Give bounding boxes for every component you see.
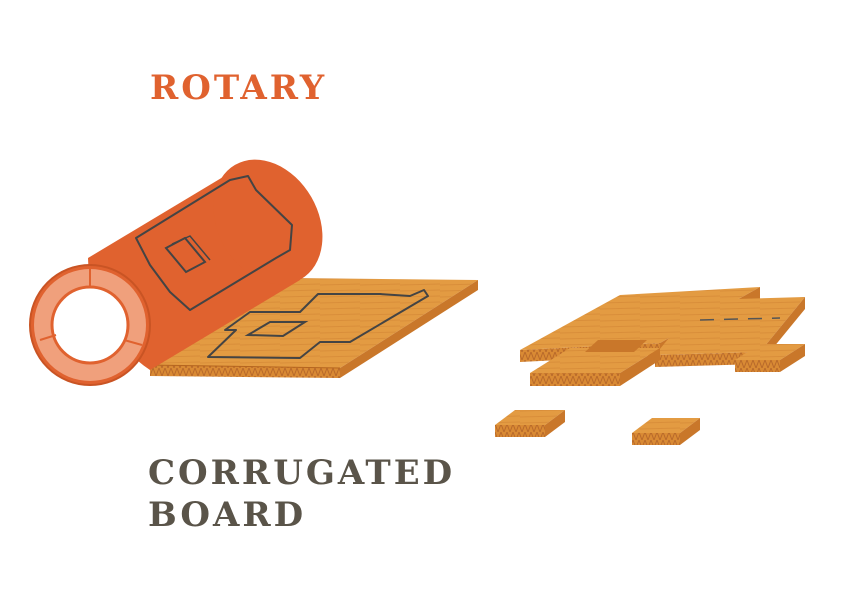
page-title: ROTARY	[150, 68, 328, 108]
subtitle-line-1: CORRUGATED	[148, 453, 456, 493]
subtitle-line-2: BOARD	[148, 495, 307, 535]
cut-piece	[495, 410, 565, 437]
subtitle	[148, 452, 455, 536]
die-cut-pieces	[495, 287, 805, 445]
cut-piece	[632, 418, 700, 445]
